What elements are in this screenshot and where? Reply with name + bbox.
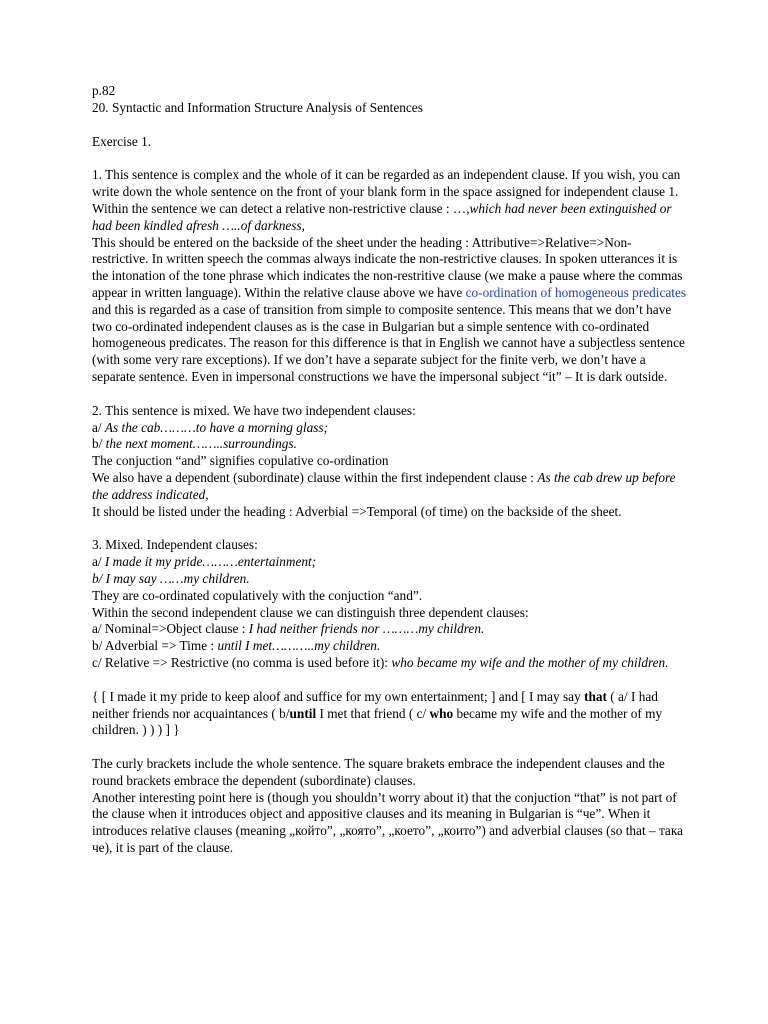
s2-paragraph-2: The conjuction “and” signifies copulative co-ordination (92, 453, 389, 469)
s1-italic-clause: which had never been extinguished or had been kindled afresh …..of darkness (92, 200, 672, 233)
s2-paragraph-4: It should be listed under the heading : Adverbial =>Temporal (of time) on the backside of the sheet. (92, 503, 622, 519)
s3-clause-a: a/ I made it my pride………entertainment; (92, 554, 317, 570)
coordination-link[interactable]: co-ordination of homogeneous predicates (465, 284, 687, 300)
final-paragraph-1: The curly brackets include the whole sentence. The square brakets embrace the independent clauses and the round brackets embrace the dependent (subordinate) clauses. (92, 756, 665, 788)
exercise-heading: Exercise 1. (92, 133, 152, 149)
document-page (92, 83, 688, 857)
s2-clause-a: a/ As the cab………to have a morning glass; (92, 419, 329, 435)
s3-paragraph-3: Within the second independent clause we can distinguish three dependent clauses: (92, 604, 529, 620)
s1-paragraph-2: This should be entered on the backside of the sheet under the heading : Attributive=>Relative=>Non-restrictive. In written speech the commas always indicate the non-restrictive clauses. In spoken utterances it is the intonation of the tone phrase which indicates the non-restritive clause (we make a pause where the commas appear in written language). Within the relative clause above we have co-ordination of homogeneous predicates and this is regarded as a case of transition from simple to composite sentence. This means that we don’t have two co-ordinated independent clauses as is the case in Bulgarian but a simple sentence with co-ordinated homogeneous predicates. The reason for this difference is that in English we cannot have a subjectless sentence (with some very rare exceptions). If we don’t have a separate subject for the finite verb, we don’t have a separate sentence. Even in impersonal constructions we have the impersonal subject “it” – It is dark outside. (92, 234, 687, 384)
s3-clause-b: b/ I may say ……my children. (92, 570, 250, 586)
s2-clause-b: b/ the next moment……..surroundings. (92, 436, 297, 452)
s2-paragraph-3: We also have a dependent (subordinate) clause within the first independent clause : As the cab drew up before the address indicated, (92, 469, 676, 502)
s3-dependent-b: b/ Adverbial => Time : until I met………..my children. (92, 638, 381, 654)
s3-paragraph-2: They are co-ordinated copulatively with the conjuction “and”. (92, 587, 423, 603)
s1-paragraph-1: 1. This sentence is complex and the whole of it can be regarded as an independent clause. If you wish, you can write down the whole sentence on the front of your blank form in the space assigned for independent clause 1. Within the sentence we can detect a relative non-restrictive clause : …,which had never been extinguished or had been kindled afresh …..of darkness, (92, 167, 681, 233)
s3-dependent-a: a/ Nominal=>Object clause : I had neither friends nor ………my children. (92, 621, 485, 637)
s2-paragraph-1: 2. This sentence is mixed. We have two independent clauses: (92, 402, 416, 418)
s3-dependent-c: c/ Relative => Restrictive (no comma is used before it): who became my wife and the mother of my children. (92, 654, 669, 670)
bracketed-analysis: { [ I made it my pride to keep aloof and suffice for my own entertainment; ] and [ I may say that ( a/ I had neither friends nor acquaintances ( b/until I met that friend ( c/ who became my wife and the mother of my children. ) ) ) ] } (92, 688, 663, 738)
s3-paragraph-1: 3. Mixed. Independent clauses: (92, 537, 258, 553)
final-paragraph-2: Another interesting point here is (though you shouldn’t worry about it) that the conjuction “that” is not part of the clause when it introduces object and appositive clauses and its meaning in Bulgarian is “че”. When it introduces relative clauses (meaning „който”, „която”, „което”, „които”) and adverbial clauses (so that – така че), it is part of the clause. (92, 789, 683, 856)
section-title: 20. Syntactic and Information Structure Analysis of Sentences (92, 99, 423, 115)
page-reference: p.82 (92, 83, 116, 98)
